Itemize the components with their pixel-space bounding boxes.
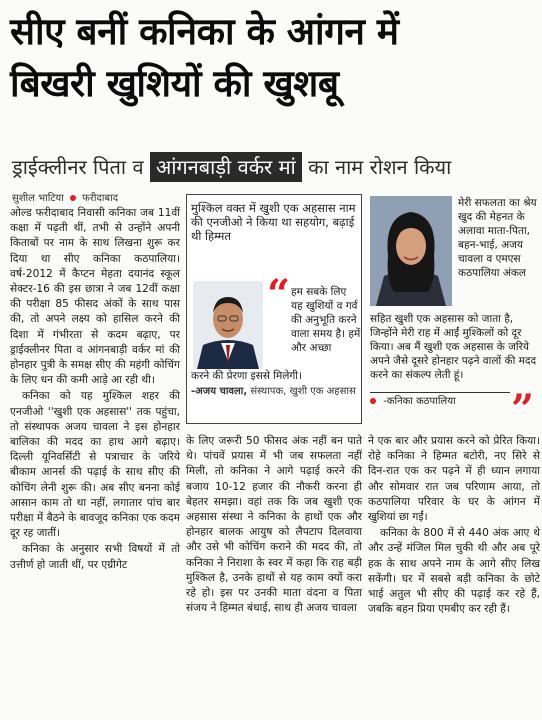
headline-line-1: सीए बनीं कनिका के आंगन में bbox=[10, 10, 399, 53]
kanika-attribution bbox=[370, 392, 510, 410]
article-paragraph: कनिका के 800 में से 440 अंक आए थे और उन्हें मंजिल मिल चुकी थी और अब पूरे हक के साथ अपने नाम के आगे सीए लिख सकेंगी। घर में सबसे बड़ी कनिका के छोटे भाई अतुल भी सीए की पढ़ाई कर रहे हैं, जबकि बहन प्रिया एमबीए कर रही हैं। bbox=[368, 527, 540, 616]
bullet-dot-icon bbox=[70, 195, 76, 201]
bullet-dot-icon bbox=[370, 398, 376, 404]
kanika-quote-box bbox=[368, 194, 540, 433]
byline-author: सुशील भाटिया bbox=[12, 193, 64, 204]
subhead-part-2: का नाम रोशन किया bbox=[308, 155, 452, 179]
ajay-chawla-photo bbox=[193, 281, 263, 369]
subheadline bbox=[12, 152, 537, 182]
quote-text-continued: करने की प्रेरणा इससे मिलेगी। bbox=[191, 370, 302, 382]
article-paragraph: कनिका को यह मुश्किल शहर की एनजीओ ''खुशी एक अहसास'' तक पहुंचा, तो संस्थापक अजय चावला ने इस होनहार बालिका की मदद का हाथ आगे बढ़ाए। दिल्ली यूनिवर्सिटी से पत्राचार के जरिये बीकाम आनर्स की पढ़ाई के साथ सीए की कोचिंग लेनी शुरू की। अब सीए बनना कोई आसान काम तो था नहीं, लगातार पांच बार परीक्षा में बैठने के बावजूद कनिका एक कदम दूर रह जातीं। bbox=[10, 390, 180, 540]
article-paragraph: के लिए जरूरी 50 फीसद अंक नहीं बन पाते थे। पांचवें प्रयास में भी जब सफलता नहीं मिली, तो कनिका ने आगे पढ़ाई करने की बजाय 10-12 हजार की नौकरी करना ही बेहतर समझा। वहां तक कि जब खुशी एक अहसास संस्था ने कनिका के हाथों एक और होनहार बालक आयुष को लैपटाप दिलवाया और उसे भी कोचिंग कराने की मदद की, तो कनिका ने निराशा के स्वर में कहा कि राह बड़ी मुश्किल है, उनके हाथों से यह काम क्यों करा रहे हो। इस पर उनकी माता वंदना व पिता संजय ने हिम्मत बंधाई, साथ ही अजय चावला bbox=[186, 435, 362, 615]
quote-text: हम सबके लिए यह खुशियों व गर्व की अनुभूति करने वाला समय है। हमें और अच्छा bbox=[291, 286, 361, 354]
portrait-woman-image bbox=[370, 196, 452, 306]
subhead-part-1: ड्राईक्लीनर पिता व bbox=[12, 155, 144, 179]
quote-mark-icon: ” bbox=[510, 386, 534, 433]
subhead-highlight: आंगनबाड़ी वर्कर मां bbox=[150, 152, 302, 182]
quote-attribution-role: संस्थापक, खुशी एक अहसास bbox=[250, 386, 356, 397]
article-paragraph: ओल्ड फरीदाबाद निवासी कनिका जब 11वीं कक्षा में पढ़ती थीं, तभी से उन्होंने अपनी किताबों पर नाम के साथ लिखना शुरू कर दिया था सीए कनिका कठपालिया। वर्ष-2012 में कैप्टन मेहता दयानंद स्कूल सेक्टर-16 की इस छात्रा ने जब 12वीं कक्षा की परीक्षा 85 फीसद अंकों के साथ पास की, तो अपने लक्ष्य को हासिल करने की दिशा में गंभीरता से कदम बढ़ाए, पर ड्राईक्लीनर पिता व आंगनबाड़ी वर्कर मां की होनहार पुत्री के समक्ष सीए की महंगी कोचिंग के लिए धन की कमी आड़े आ रही थी। bbox=[10, 207, 180, 387]
byline-location: फरीदाबाद bbox=[82, 193, 119, 204]
headline-line-2: बिखरी खुशियों की खुशबू bbox=[10, 62, 339, 105]
portrait-man-image bbox=[193, 281, 263, 369]
article-paragraph: कनिका के अनुसार सभी विषयों में तो उत्तीर्ण हो जाती थीं, पर एग्रीगेट bbox=[10, 543, 180, 571]
quote-attribution bbox=[191, 385, 359, 399]
kanika-quote-text: मेरी सफलता का श्रेय खुद की मेहनत के अलावा माता-पिता, बहन-भाई, अजय चावला व एमएस कठपालिया अंकल bbox=[458, 197, 537, 279]
kanika-quote-text-continued: सहित खुशी एक अहसास को जाता है, जिन्होंने मेरी राह में आईं मुश्किलों को दूर किया। अब मैं खुशी एक अहसास के जरिये अपने जैसे दूसरे होनहार पढ़ने वालों की मदद करने का संकल्प लेती हूं। bbox=[370, 313, 537, 381]
quote-box-heading: मुश्किल वक्त में खुशी एक अहसास नाम की एनजीओ ने किया था सहयोग, बढ़ाई थी हिम्मत bbox=[191, 201, 356, 243]
byline bbox=[12, 190, 118, 204]
kanika-photo bbox=[370, 196, 452, 306]
article-column-3 bbox=[368, 434, 540, 618]
article-column-1 bbox=[10, 206, 180, 574]
chawla-quote-box bbox=[186, 194, 362, 424]
quote-mark-icon: “ bbox=[267, 271, 291, 318]
headline bbox=[10, 6, 535, 110]
kanika-attribution-name: -कनिका कठपालिया bbox=[383, 396, 456, 407]
article-column-2 bbox=[186, 434, 362, 617]
article-paragraph: ने एक बार और प्रयास करने को प्रेरित किया। रोहे कनिका ने हिम्मत बटोरी, नए सिरे से दिन-रात एक कर पढ़ने में ही ध्यान लगाया और सोमवार रात जब परिणाम आया, तो कठपालिया परिवार के घर के आंगन में खुशियां छा गईं। bbox=[368, 435, 540, 524]
quote-attribution-name: -अजय चावला, bbox=[191, 386, 248, 397]
